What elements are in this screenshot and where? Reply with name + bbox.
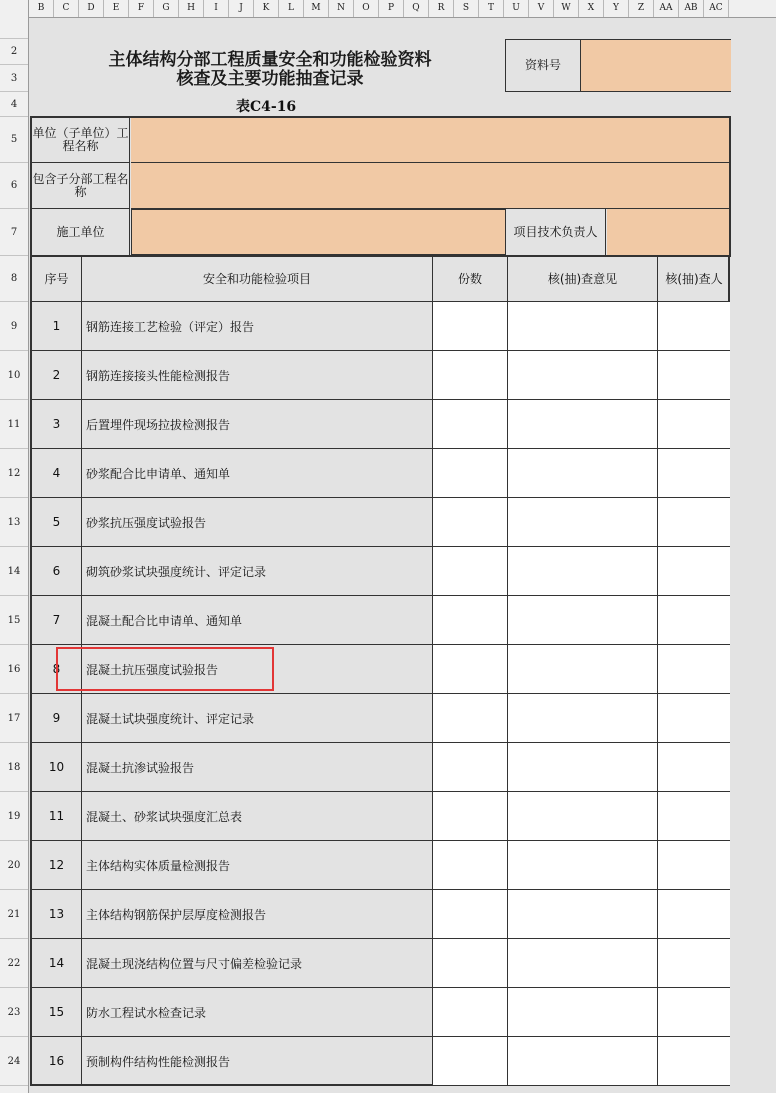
column-header-y[interactable]: Y — [604, 0, 629, 17]
column-header-ac[interactable]: AC — [704, 0, 729, 17]
row-seq: 11 — [32, 792, 82, 841]
table-row — [32, 596, 732, 645]
row-seq: 8 — [32, 645, 82, 694]
header-count: 份数 — [433, 256, 508, 302]
row-item[interactable]: 混凝土、砂浆试块强度汇总表 — [82, 792, 433, 841]
column-header-m[interactable]: M — [304, 0, 329, 17]
row-opinion-input[interactable] — [508, 596, 658, 645]
column-header-b[interactable]: B — [29, 0, 54, 17]
table-row — [32, 694, 732, 743]
contractor-input[interactable] — [131, 209, 506, 255]
form-title-line1: 主体结构分部工程质量安全和功能检验资料 — [108, 50, 432, 70]
row-header-9[interactable]: 9 — [0, 302, 28, 351]
column-header-h[interactable]: H — [179, 0, 204, 17]
row-checker-input[interactable] — [658, 400, 730, 449]
row-checker-input[interactable] — [658, 645, 730, 694]
column-header-k[interactable]: K — [254, 0, 279, 17]
column-header-i[interactable]: I — [204, 0, 229, 17]
column-header-aa[interactable]: AA — [654, 0, 679, 17]
column-header-bar — [0, 0, 776, 18]
row-checker-input[interactable] — [658, 743, 730, 792]
row-header-24[interactable]: 24 — [0, 1037, 28, 1086]
column-header-u[interactable]: U — [504, 0, 529, 17]
row-opinion-input[interactable] — [508, 498, 658, 547]
row-opinion-input[interactable] — [508, 988, 658, 1037]
row-opinion-input[interactable] — [508, 939, 658, 988]
column-header-s[interactable]: S — [454, 0, 479, 17]
row-header-20[interactable]: 20 — [0, 841, 28, 890]
column-header-v[interactable]: V — [529, 0, 554, 17]
row-checker-input[interactable] — [658, 792, 730, 841]
row-opinion-input[interactable] — [508, 645, 658, 694]
row-count-input[interactable] — [433, 939, 508, 988]
row-item[interactable]: 混凝土配合比申请单、通知单 — [82, 596, 433, 645]
row-opinion-input[interactable] — [508, 1037, 658, 1086]
row-header-8[interactable]: 8 — [0, 256, 28, 302]
row-opinion-input[interactable] — [508, 792, 658, 841]
row-checker-input[interactable] — [658, 596, 730, 645]
row-item[interactable]: 钢筋连接接头性能检测报告 — [82, 351, 433, 400]
row-item[interactable]: 后置埋件现场拉拔检测报告 — [82, 400, 433, 449]
row-seq: 4 — [32, 449, 82, 498]
row-count-input[interactable] — [433, 498, 508, 547]
doc-number-label: 资料号 — [524, 58, 561, 72]
table-row — [32, 988, 732, 1037]
row-count-input[interactable] — [433, 1037, 508, 1086]
table-row — [32, 743, 732, 792]
row-item[interactable]: 混凝土现浇结构位置与尺寸偏差检验记录 — [82, 939, 433, 988]
table-header-row — [32, 256, 732, 302]
row-item[interactable]: 预制构件结构性能检测报告 — [82, 1037, 433, 1086]
row-count-input[interactable] — [433, 400, 508, 449]
subunit-name-label: 包含子分部工程名称 — [32, 163, 130, 209]
row-checker-input[interactable] — [658, 841, 730, 890]
form-number: 表C4-16 — [236, 99, 297, 115]
column-header-q[interactable]: Q — [404, 0, 429, 17]
row-header-bar — [0, 17, 29, 1093]
row-header-2[interactable]: 2 — [0, 39, 28, 65]
row-header-13[interactable]: 13 — [0, 498, 28, 547]
row-count-input[interactable] — [433, 645, 508, 694]
row-seq: 14 — [32, 939, 82, 988]
row-header-22[interactable]: 22 — [0, 939, 28, 988]
row-count-input[interactable] — [433, 351, 508, 400]
header-checker: 核(抽)查人 — [658, 256, 730, 302]
table-row — [32, 792, 732, 841]
select-all-corner[interactable] — [0, 0, 29, 17]
row-count-input[interactable] — [433, 890, 508, 939]
row-header-17[interactable]: 17 — [0, 694, 28, 743]
row-count-input[interactable] — [433, 988, 508, 1037]
column-header-p[interactable]: P — [379, 0, 404, 17]
row-header-10[interactable]: 10 — [0, 351, 28, 400]
table-row — [32, 939, 732, 988]
row-item[interactable]: 混凝土抗压强度试验报告 — [82, 645, 433, 694]
row-header-3[interactable]: 3 — [0, 65, 28, 92]
row-count-input[interactable] — [433, 792, 508, 841]
row-count-input[interactable] — [433, 596, 508, 645]
row-item[interactable]: 防水工程试水检查记录 — [82, 988, 433, 1037]
row-count-input[interactable] — [433, 841, 508, 890]
row-seq: 13 — [32, 890, 82, 939]
row-opinion-input[interactable] — [508, 841, 658, 890]
row-count-input[interactable] — [433, 547, 508, 596]
row-header-7[interactable]: 7 — [0, 209, 28, 256]
table-row — [32, 841, 732, 890]
table-row — [32, 1037, 732, 1086]
row-checker-input[interactable] — [658, 988, 730, 1037]
table-row — [32, 449, 732, 498]
row-header-6[interactable]: 6 — [0, 163, 28, 209]
row-opinion-input[interactable] — [508, 351, 658, 400]
row-header-4[interactable]: 4 — [0, 92, 28, 117]
row-header-15[interactable]: 15 — [0, 596, 28, 645]
row-seq: 12 — [32, 841, 82, 890]
row-seq: 15 — [32, 988, 82, 1037]
column-header-g[interactable]: G — [154, 0, 179, 17]
table-row — [32, 547, 732, 596]
row-seq: 5 — [32, 498, 82, 547]
row-item[interactable]: 混凝土抗渗试验报告 — [82, 743, 433, 792]
column-header-f[interactable]: F — [129, 0, 154, 17]
row-opinion-input[interactable] — [508, 890, 658, 939]
column-header-ab[interactable]: AB — [679, 0, 704, 17]
row-header-23[interactable]: 23 — [0, 988, 28, 1037]
row-opinion-input[interactable] — [508, 694, 658, 743]
row-opinion-input[interactable] — [508, 400, 658, 449]
row-checker-input[interactable] — [658, 498, 730, 547]
tech-lead-input[interactable] — [607, 209, 729, 255]
row-seq: 6 — [32, 547, 82, 596]
unit-name-label: 单位（子单位）工程名称 — [32, 118, 130, 163]
row-seq: 2 — [32, 351, 82, 400]
column-header-o[interactable]: O — [354, 0, 379, 17]
row-seq: 10 — [32, 743, 82, 792]
row-item[interactable]: 主体结构实体质量检测报告 — [82, 841, 433, 890]
table-row — [32, 890, 732, 939]
row-item[interactable]: 主体结构钢筋保护层厚度检测报告 — [82, 890, 433, 939]
row-seq: 3 — [32, 400, 82, 449]
row-seq: 1 — [32, 302, 82, 351]
table-row — [32, 400, 732, 449]
row-opinion-input[interactable] — [508, 743, 658, 792]
row-header-5[interactable]: 5 — [0, 117, 28, 163]
row-header-top[interactable] — [0, 17, 28, 39]
row-checker-input[interactable] — [658, 1037, 730, 1086]
table-row — [32, 302, 732, 351]
row-header-19[interactable]: 19 — [0, 792, 28, 841]
row-checker-input[interactable] — [658, 939, 730, 988]
column-header-c[interactable]: C — [54, 0, 79, 17]
row-item[interactable]: 钢筋连接工艺检验（评定）报告 — [82, 302, 433, 351]
column-header-t[interactable]: T — [479, 0, 504, 17]
row-header-16[interactable]: 16 — [0, 645, 28, 694]
header-item: 安全和功能检验项目 — [82, 256, 433, 302]
column-header-r[interactable]: R — [429, 0, 454, 17]
row-opinion-input[interactable] — [508, 547, 658, 596]
row-checker-input[interactable] — [658, 302, 730, 351]
row-seq: 7 — [32, 596, 82, 645]
row-checker-input[interactable] — [658, 890, 730, 939]
row-opinion-input[interactable] — [508, 449, 658, 498]
row-checker-input[interactable] — [658, 694, 730, 743]
row-opinion-input[interactable] — [508, 302, 658, 351]
row-checker-input[interactable] — [658, 547, 730, 596]
column-header-z[interactable]: Z — [629, 0, 654, 17]
column-header-j[interactable]: J — [229, 0, 254, 17]
subunit-name-input[interactable] — [131, 163, 729, 209]
unit-name-input[interactable] — [131, 118, 729, 163]
row-header-14[interactable]: 14 — [0, 547, 28, 596]
highlight-box — [56, 647, 274, 691]
row-item[interactable]: 混凝土试块强度统计、评定记录 — [82, 694, 433, 743]
form-title-line2: 核查及主要功能抽查记录 — [176, 69, 364, 89]
table-row — [32, 351, 732, 400]
row-header-11[interactable]: 11 — [0, 400, 28, 449]
row-seq: 9 — [32, 694, 82, 743]
row-item[interactable]: 砌筑砂浆试块强度统计、评定记录 — [82, 547, 433, 596]
contractor-label: 施工单位 — [32, 209, 130, 255]
column-header-l[interactable]: L — [279, 0, 304, 17]
row-header-12[interactable]: 12 — [0, 449, 28, 498]
row-checker-input[interactable] — [658, 449, 730, 498]
column-header-d[interactable]: D — [79, 0, 104, 17]
row-seq: 16 — [32, 1037, 82, 1086]
doc-number-input[interactable] — [580, 40, 731, 91]
row-count-input[interactable] — [433, 449, 508, 498]
row-count-input[interactable] — [433, 302, 508, 351]
table-row — [32, 498, 732, 547]
tech-lead-label: 项目技术负责人 — [506, 209, 606, 255]
row-item[interactable]: 砂浆配合比申请单、通知单 — [82, 449, 433, 498]
row-count-input[interactable] — [433, 694, 508, 743]
row-header-21[interactable]: 21 — [0, 890, 28, 939]
column-header-n[interactable]: N — [329, 0, 354, 17]
header-seq: 序号 — [32, 256, 82, 302]
header-opinion: 核(抽)查意见 — [508, 256, 658, 302]
column-header-w[interactable]: W — [554, 0, 579, 17]
row-count-input[interactable] — [433, 743, 508, 792]
row-header-18[interactable]: 18 — [0, 743, 28, 792]
row-checker-input[interactable] — [658, 351, 730, 400]
row-item[interactable]: 砂浆抗压强度试验报告 — [82, 498, 433, 547]
column-header-x[interactable]: X — [579, 0, 604, 17]
column-header-e[interactable]: E — [104, 0, 129, 17]
